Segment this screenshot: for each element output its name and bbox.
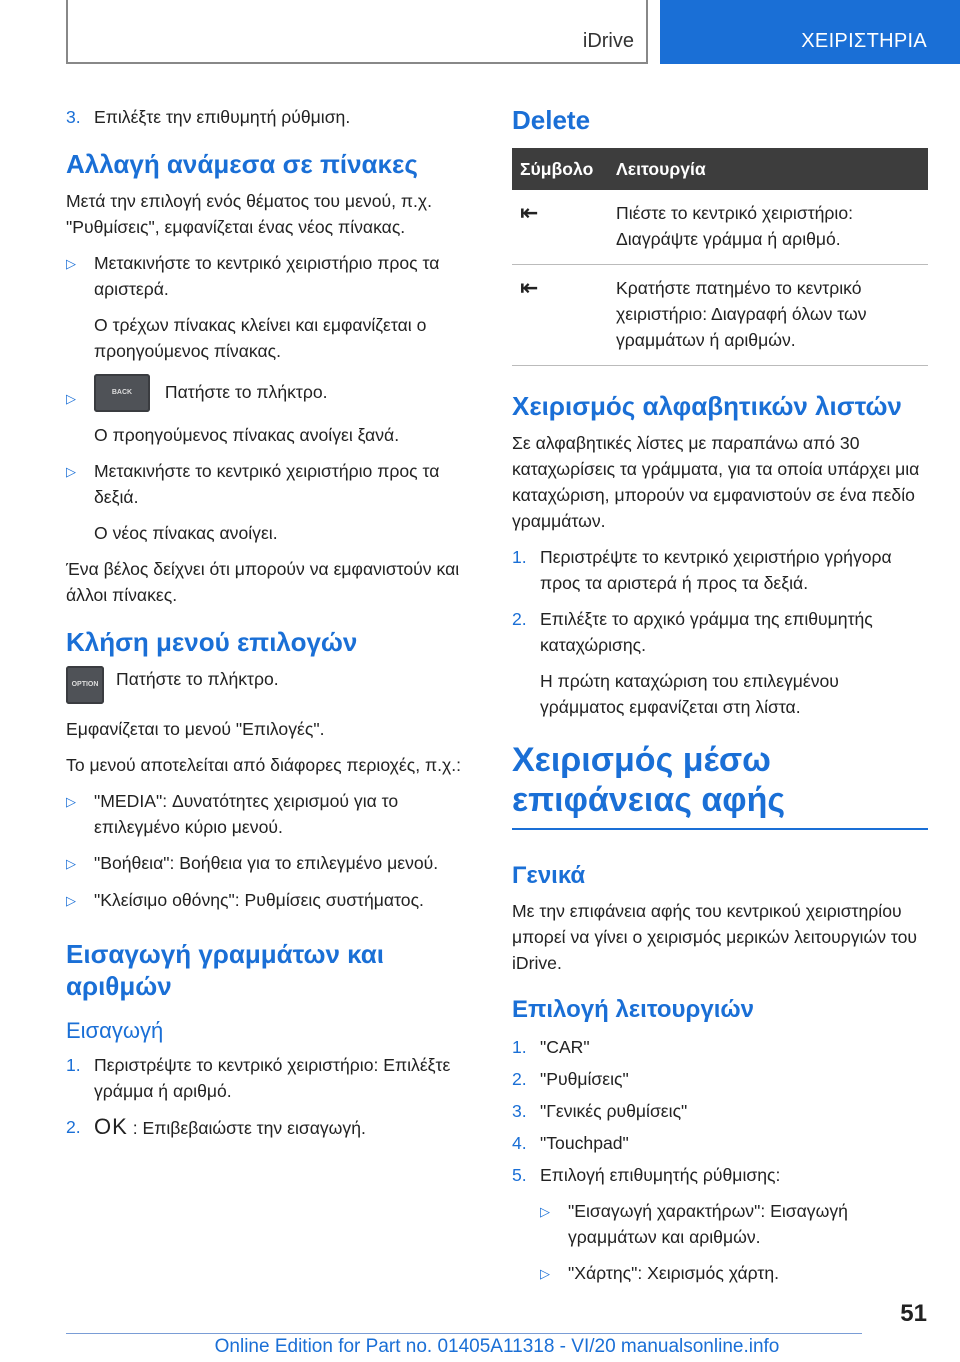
bullet-triangle-icon: ▷ (66, 464, 76, 479)
list-item (66, 1052, 476, 1104)
header-chapter-box (660, 0, 960, 64)
step-number: 1. (66, 1055, 81, 1075)
footer-divider (66, 1333, 862, 1334)
step-number: 1. (512, 1037, 527, 1057)
left-column (66, 104, 476, 1151)
bullet-text: "Εισαγωγή χαρακτήρων": Εισαγωγή γραμμάτων και αριθμών. (568, 1201, 848, 1247)
heading-options-menu: Κλήση μενού επιλογών (66, 627, 358, 657)
step-text: "CAR" (540, 1037, 590, 1057)
paragraph: Το μενού αποτελείται από διάφορες περιοχές, π.χ.: (66, 755, 462, 775)
step-text: Επιλέξτε το αρχικό γράμμα της επιθυμητής καταχώρισης. (540, 609, 873, 655)
paragraph: Εμφανίζεται το μενού "Επιλογές". (66, 719, 325, 739)
header-section-box (66, 0, 648, 64)
list-item (540, 1260, 928, 1287)
delete-table (512, 148, 928, 366)
step-text: : Επιβεβαιώστε την εισαγωγή. (132, 1118, 366, 1138)
list-item (512, 1034, 928, 1060)
bullet-triangle-icon: ▷ (540, 1266, 550, 1281)
step-number: 2. (66, 1117, 81, 1137)
bullet-text: Μετακινήστε το κεντρικό χειριστήριο προς τα δεξιά. (94, 461, 440, 507)
step-text: "Ρυθμίσεις" (540, 1069, 629, 1089)
bullet-text: "MEDIA": Δυνατότητες χειρισμού για το επιλεγμένο κύριο μενού. (94, 791, 399, 837)
heading-alphabetical-lists: Χειρισμός αλφαβητικών λιστών (512, 391, 902, 421)
delete-icon: ⇤ (520, 200, 539, 225)
list-item (66, 887, 476, 914)
bullet-text: "Χάρτης": Χειρισμός χάρτη. (568, 1263, 780, 1283)
result-text: Ο προηγούμενος πίνακας ανοίγει ξανά. (94, 425, 400, 445)
ok-icon: OK (94, 1114, 128, 1139)
step-number: 1. (512, 547, 527, 567)
step-text: Περιστρέψτε το κεντρικό χειριστήριο: Επιλέξτε γράμμα ή αριθμό. (94, 1055, 451, 1101)
table-header-symbol: Σύμβολο (512, 148, 608, 190)
list-item (66, 374, 476, 412)
step-number: 2. (512, 609, 527, 629)
step-text: Περιστρέψτε το κεντρικό χειριστήριο γρήγορα προς τα αριστερά ή προς τα δεξιά. (540, 547, 892, 593)
paragraph: Πατήστε το πλήκτρο. (116, 669, 279, 689)
step-number: 3. (512, 1101, 527, 1121)
table-header-function: Λειτουργία (608, 148, 928, 190)
bullet-text: "Κλείσιμο οθόνης": Ρυθμίσεις συστήματος. (94, 890, 424, 910)
step-text: "Γενικές ρυθμίσεις" (540, 1101, 688, 1121)
step-text: Επιλογή επιθυμητής ρύθμισης: (540, 1165, 781, 1185)
list-item (66, 458, 476, 510)
result-text: Η πρώτη καταχώριση του επιλεγμένου γράμματος εμφανίζεται στη λίστα. (540, 671, 839, 717)
back-key-icon: BACK (94, 374, 150, 412)
option-key-icon: OPTION (66, 666, 104, 704)
bullet-triangle-icon: ▷ (66, 856, 76, 871)
table-row (512, 190, 928, 265)
heading-touchpad: Χειρισμός μέσω επιφάνειας αφής (512, 740, 928, 830)
table-cell: Κρατήστε πατημένο το κεντρικό χειριστήριο: Διαγραφή όλων των γραμμάτων ή αριθμών. (608, 265, 928, 366)
list-item (512, 1162, 928, 1188)
bullet-text: Πατήστε το πλήκτρο. (164, 381, 328, 402)
bullet-text: "Βοήθεια": Βοήθεια για το επιλεγμένο μενού. (94, 853, 439, 873)
table-row (512, 265, 928, 366)
paragraph: Σε αλφαβητικές λίστες με παραπάνω από 30 καταχωρίσεις τα γράμματα, για τα οποία υπάρχει μια καταχώριση, μπορούν να εμφανιστούν σε ένα πεδίο γραμμάτων. (512, 433, 920, 531)
header-section-label: iDrive (582, 30, 634, 52)
list-item (512, 1130, 928, 1156)
list-item (66, 788, 476, 840)
list-item (512, 1098, 928, 1124)
paragraph: Με την επιφάνεια αφής του κεντρικού χειριστηρίου μπορεί να γίνει ο χειρισμός μερικών λειτουργιών του iDrive. (512, 901, 917, 973)
step-text: Επιλέξτε την επιθυμητή ρύθμιση. (94, 107, 351, 127)
right-column (512, 104, 928, 1297)
list-item (512, 544, 928, 596)
bullet-triangle-icon: ▷ (540, 1204, 550, 1219)
subheading-input: Εισαγωγή (66, 1018, 164, 1043)
paragraph: Ένα βέλος δείχνει ότι μπορούν να εμφανιστούν και άλλοι πίνακες. (66, 559, 460, 605)
heading-change-panels: Αλλαγή ανάμεσα σε πίνακες (66, 149, 418, 179)
page-number: 51 (900, 1300, 927, 1327)
bullet-triangle-icon: ▷ (66, 794, 76, 809)
delete-icon: ⇤ (520, 275, 539, 300)
list-item (540, 1198, 928, 1250)
footer-edition (66, 1336, 928, 1358)
step-number: 5. (512, 1165, 527, 1185)
list-item (66, 104, 476, 130)
result-text: Ο νέος πίνακας ανοίγει. (94, 523, 278, 543)
bullet-triangle-icon: ▷ (66, 391, 76, 406)
list-item (66, 250, 476, 302)
step-number: 3. (66, 107, 81, 127)
step-number: 2. (512, 1069, 527, 1089)
paragraph: Μετά την επιλογή ενός θέματος του μενού, π.χ. "Ρυθμίσεις", εμφανίζεται ένας νέος πίνακας. (66, 191, 433, 237)
step-number: 4. (512, 1133, 527, 1153)
list-item (66, 850, 476, 877)
list-item (512, 1066, 928, 1092)
list-item (66, 1114, 476, 1141)
header-chapter-label: ΧΕΙΡΙΣΤΗΡΙΑ (801, 30, 927, 52)
step-text: "Touchpad" (540, 1133, 629, 1153)
bullet-triangle-icon: ▷ (66, 256, 76, 271)
heading-delete: Delete (512, 105, 591, 135)
list-item (512, 606, 928, 658)
heading-input: Εισαγωγή γραμμάτων και αριθμών (66, 939, 385, 1001)
footer-watermark: Online Edition for Part no. 01405A11318 - VI/20 manualsonline.info (214, 1336, 780, 1357)
bullet-text: Μετακινήστε το κεντρικό χειριστήριο προς τα αριστερά. (94, 253, 440, 299)
heading-general: Γενικά (512, 862, 586, 889)
result-text: Ο τρέχων πίνακας κλείνει και εμφανίζεται ο προηγούμενος πίνακας. (94, 315, 427, 361)
bullet-triangle-icon: ▷ (66, 893, 76, 908)
heading-select-functions: Επιλογή λειτουργιών (512, 996, 755, 1023)
table-cell: Πιέστε το κεντρικό χειριστήριο: Διαγράψτε γράμμα ή αριθμό. (608, 190, 928, 265)
